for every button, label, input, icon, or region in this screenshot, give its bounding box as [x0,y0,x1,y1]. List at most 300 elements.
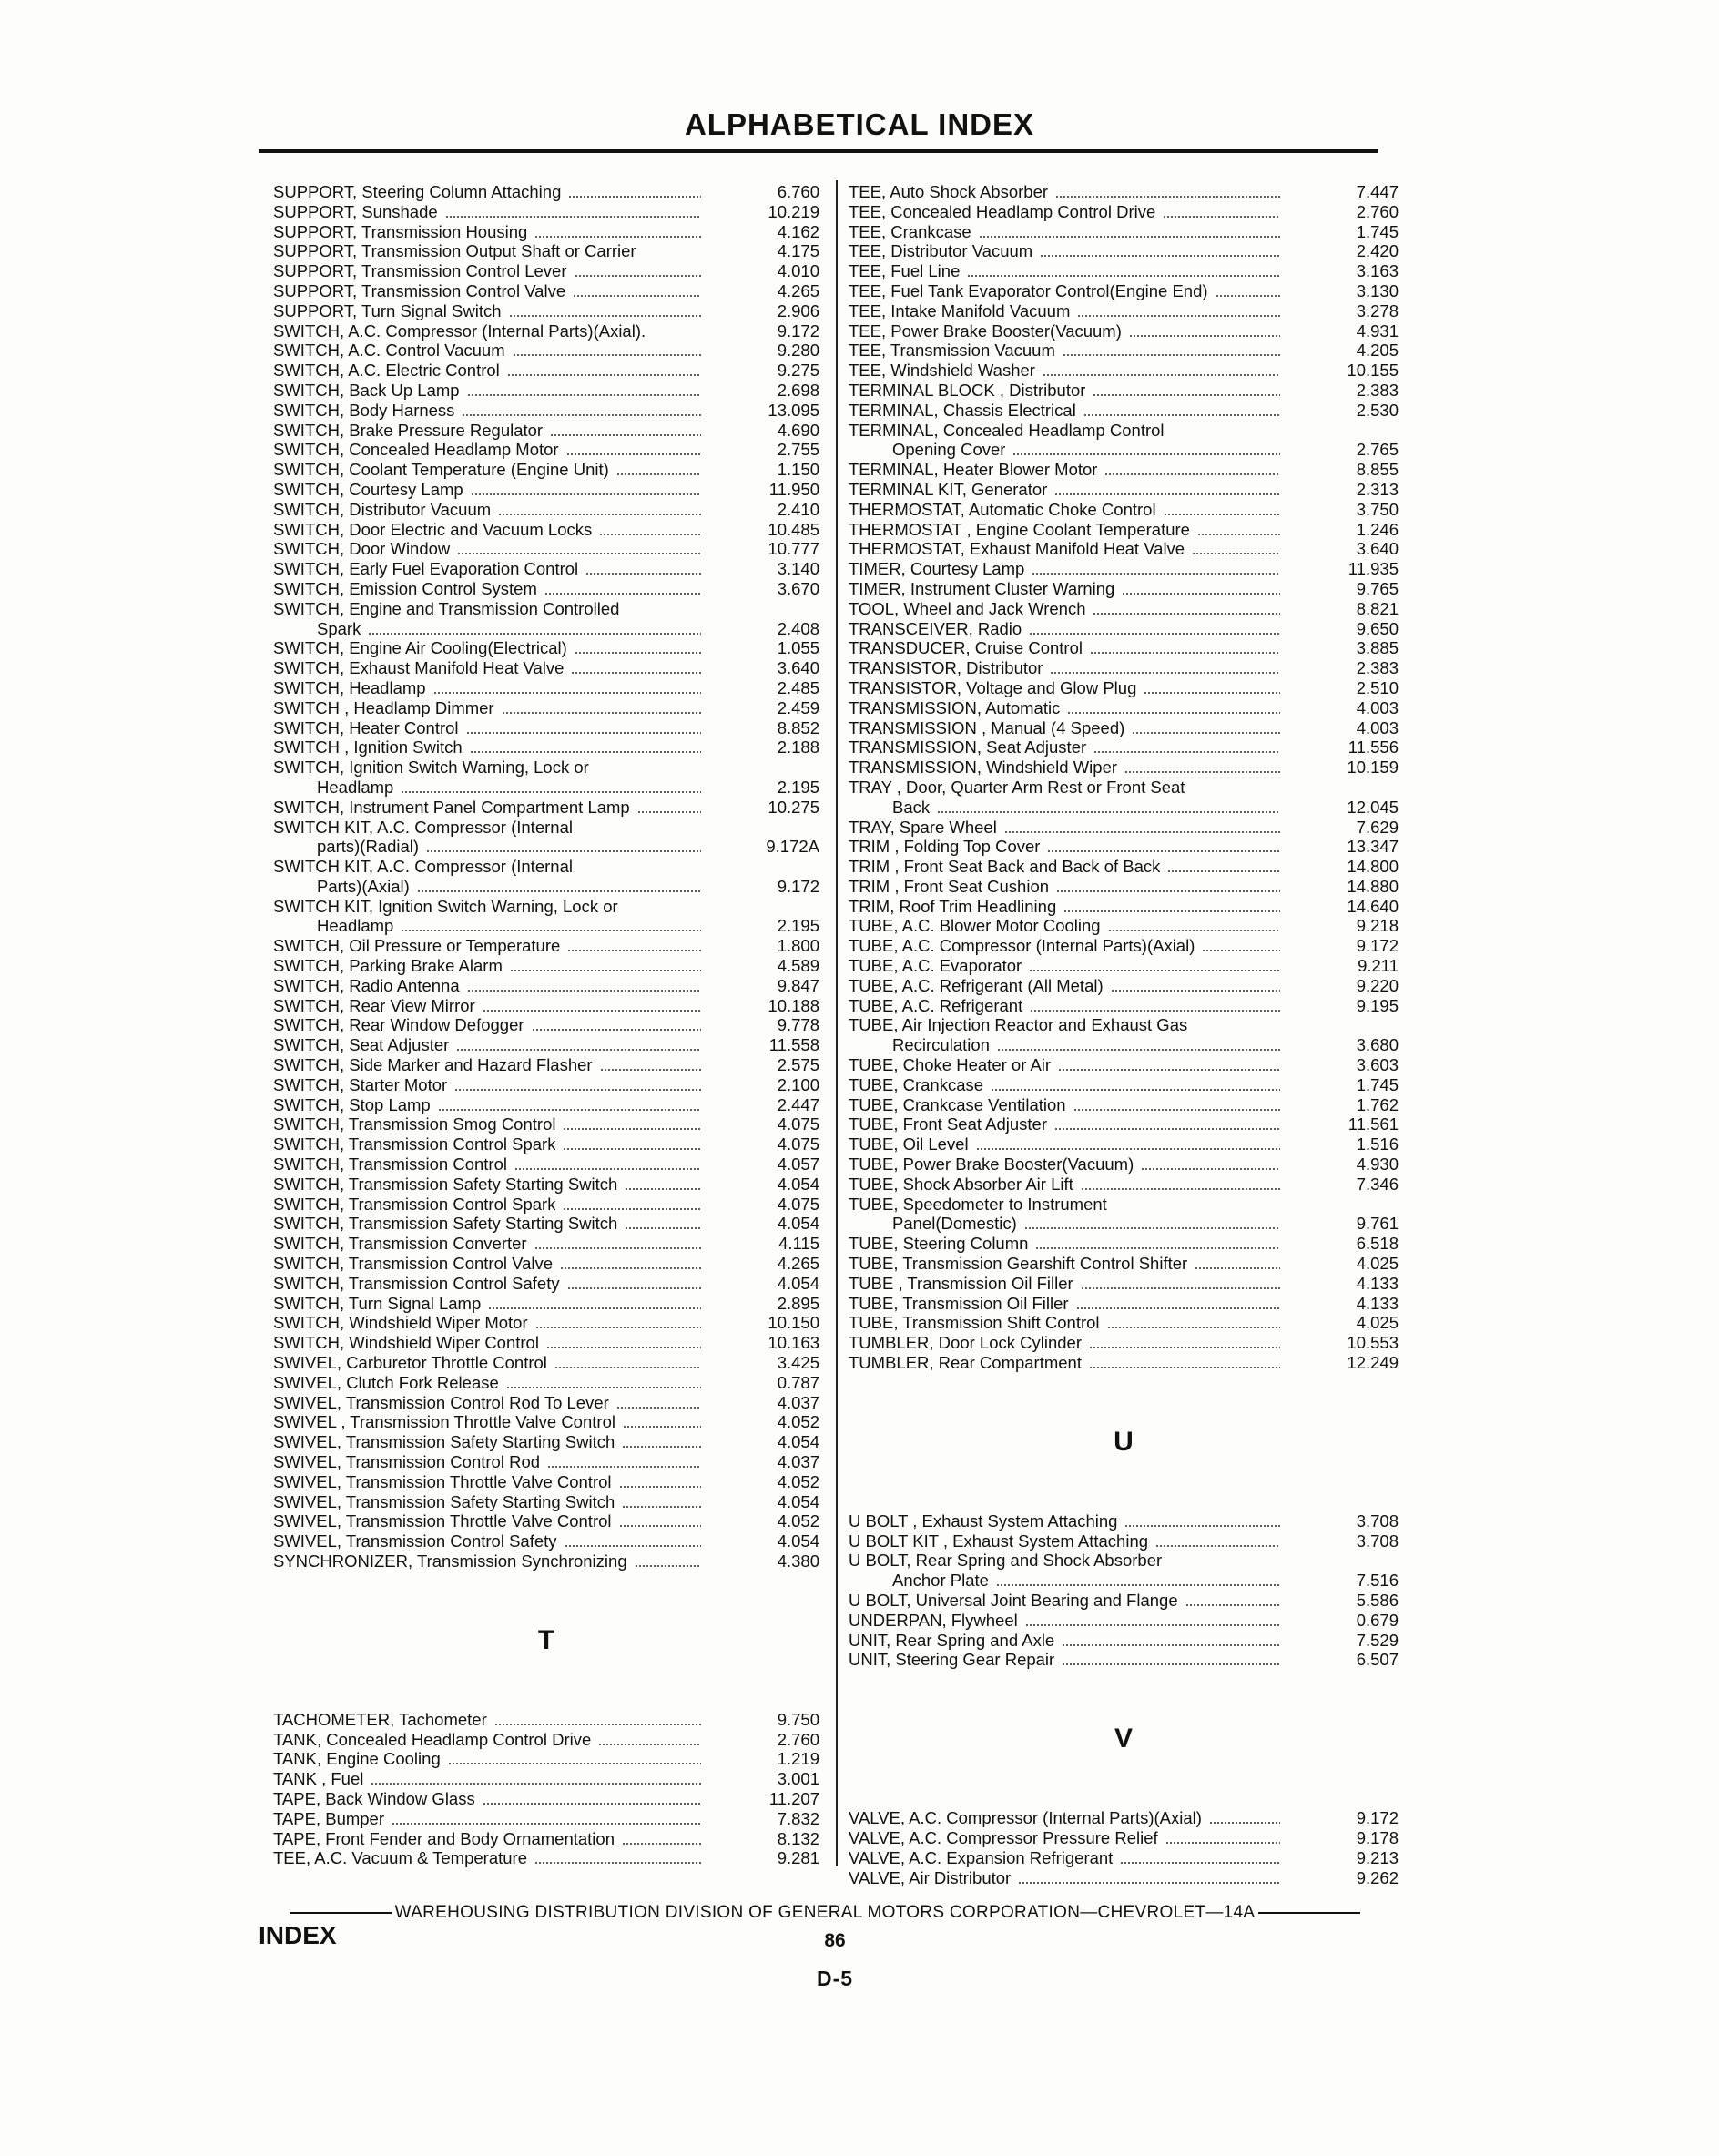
entry-reference-number: 9.765 [1356,578,1399,598]
dot-leader [1195,1267,1280,1269]
dot-leader [544,593,701,595]
entry-reference-number: 4.052 [777,1511,819,1531]
index-entry [273,1848,819,1868]
index-entry [273,1809,819,1829]
entry-label: TRANSCEIVER, Radio [849,618,1022,638]
entry-reference-number: 1.800 [777,936,819,956]
index-entry [849,1531,1399,1551]
dot-leader [466,732,701,734]
entry-reference-number: 4.054 [777,1491,819,1511]
index-entry [849,916,1399,936]
index-entry [849,1234,1399,1254]
entry-label: SWITCH, Transmission Smog Control [273,1114,556,1134]
dot-leader [550,434,701,436]
dot-leader [1081,1287,1280,1289]
entry-label: SWITCH, Windshield Wiper Control [273,1333,539,1353]
entry-reference-number: 2.100 [777,1074,819,1094]
entry-reference-number: 3.001 [777,1769,819,1789]
entry-reference-number: 1.745 [1356,1074,1399,1094]
dot-leader [563,1128,701,1130]
index-entry [273,737,819,758]
entry-label: TEE, Windshield Washer [849,361,1035,381]
dot-leader [566,453,701,455]
entry-label: TUBE , Transmission Oil Filler [849,1273,1073,1293]
index-entry [273,1015,819,1035]
entry-reference-number: 11.935 [1348,559,1399,579]
index-entry [849,737,1399,758]
index-entry [273,1412,819,1432]
dot-leader [1043,374,1280,376]
index-entry [273,559,819,579]
index-entry [273,1274,819,1294]
entry-reference-number: 4.054 [777,1174,819,1194]
index-entry [849,857,1399,877]
index-entry [273,1531,819,1551]
index-entry [273,698,819,718]
dot-leader [514,1168,701,1170]
entry-reference-number: 10.275 [768,797,819,817]
entry-label: SUPPORT, Sunshade [273,201,438,221]
entry-reference-number: 4.054 [777,1273,819,1293]
entry-label: TUBE, Transmission Gearshift Control Shifter [849,1254,1188,1274]
dot-leader [534,1247,701,1249]
dot-leader [392,1823,701,1825]
index-entry [849,837,1399,857]
section-letter-heading: V [1114,1724,1133,1754]
dot-leader [1144,692,1280,694]
index-entry [849,222,1399,242]
dot-leader [1209,1822,1280,1824]
dot-leader [991,1089,1280,1091]
entry-label: SWITCH, Door Electric and Vacuum Locks [273,519,593,539]
entry-reference-number: 2.195 [777,916,819,936]
dot-leader [600,1069,701,1071]
entry-reference-number: 9.172 [1356,936,1399,956]
entry-reference-number: 7.516 [1356,1571,1399,1591]
dot-leader [1132,732,1280,734]
entry-label: TIMER, Courtesy Lamp [849,559,1025,579]
dot-leader [1058,1069,1280,1071]
index-entry [849,1808,1399,1828]
entry-reference-number: 3.130 [1356,280,1399,300]
dot-leader [622,1506,701,1508]
entry-label: SWITCH KIT, A.C. Compressor (Internal [273,817,573,837]
entry-reference-number: 9.847 [777,975,819,995]
index-entry [849,1848,1399,1868]
entry-label: SWITCH KIT, A.C. Compressor (Internal [273,857,573,877]
entry-reference-number: 14.880 [1347,876,1399,896]
entry-reference-number: 3.750 [1356,499,1399,519]
dot-leader [547,1466,701,1468]
index-entry [273,381,819,401]
dot-leader [1025,1624,1280,1626]
entry-label: Opening Cover [892,440,1006,460]
index-entry [273,1551,819,1571]
entry-label: U BOLT, Universal Joint Bearing and Flange [849,1591,1178,1610]
dot-leader [417,890,701,892]
index-entry [273,1710,819,1730]
dot-leader [470,751,701,753]
entry-reference-number: 4.930 [1356,1154,1399,1175]
entry-label: SWITCH , Headlamp Dimmer [273,697,494,717]
dot-leader [1062,1644,1280,1646]
index-entry [273,241,819,261]
dot-leader [1024,1227,1280,1229]
entry-label: SWITCH, Stop Lamp [273,1094,431,1114]
index-entry [849,421,1399,441]
entry-reference-number: 10.553 [1347,1333,1399,1353]
dot-leader [1056,890,1280,892]
entry-reference-number: 7.346 [1356,1174,1399,1194]
entry-label: TUBE, Crankcase Ventilation [849,1094,1066,1114]
entry-reference-number: 4.025 [1356,1313,1399,1333]
index-entry [849,480,1399,500]
index-entry [273,421,819,441]
dot-leader [448,1763,701,1764]
index-entry [273,579,819,599]
entry-reference-number: 4.265 [777,1254,819,1274]
entry-label: SWITCH, Seat Adjuster [273,1035,450,1055]
entry-label: Anchor Plate [892,1571,989,1591]
entry-label: SWITCH, Transmission Control Valve [273,1254,554,1274]
index-entry [849,1175,1399,1195]
entry-reference-number: 4.133 [1356,1273,1399,1293]
index-entry [849,539,1399,559]
entry-reference-number: 9.220 [1356,975,1399,995]
entry-label: TRAY, Spare Wheel [849,817,997,837]
entry-reference-number: 8.821 [1356,598,1399,618]
index-entry [273,401,819,421]
entry-label: TRIM , Front Seat Cushion [849,876,1050,896]
entry-label: SWITCH, Transmission Control [273,1154,507,1175]
entry-label: Back [892,797,931,817]
entry-label: SUPPORT, Transmission Control Valve [273,280,566,300]
dot-leader [1090,652,1280,654]
index-entry [849,281,1399,301]
dot-leader [1029,970,1280,971]
entry-reference-number: 4.075 [777,1194,819,1214]
entry-reference-number: 3.708 [1356,1510,1399,1531]
dot-leader [625,1227,701,1229]
entry-label: SWITCH, Door Window [273,539,451,559]
dot-leader [401,791,701,793]
entry-label: TUBE, Transmission Shift Control [849,1313,1100,1333]
entry-label: TUBE, A.C. Compressor (Internal Parts)(Axial) [849,936,1195,956]
index-entry [849,182,1399,202]
entry-label: SWIVEL, Transmission Throttle Valve Control [273,1471,612,1491]
index-entry [273,1789,819,1809]
dot-leader [625,1188,701,1190]
index-entry [849,321,1399,341]
dot-leader [454,1089,701,1091]
entry-reference-number: 1.762 [1356,1094,1399,1114]
dot-leader [483,1010,701,1012]
entry-label: SWITCH, Rear View Mirror [273,995,475,1015]
index-entry [273,818,819,838]
entry-label: VALVE, A.C. Compressor (Internal Parts)(Axial) [849,1808,1202,1828]
dot-leader [510,970,701,971]
dot-leader [563,1148,701,1150]
entry-label: TUBE, Shock Absorber Air Lift [849,1174,1073,1194]
entry-label: TANK, Concealed Headlamp Control Drive [273,1729,592,1749]
entry-label: TEE, Auto Shock Absorber [849,182,1049,201]
entry-reference-number: 9.218 [1356,916,1399,936]
dot-leader [467,394,701,396]
entry-label: TEE, Transmission Vacuum [849,341,1055,361]
index-entry [273,1393,819,1413]
entry-label: TERMINAL, Chassis Electrical [849,400,1076,420]
index-entry [273,1432,819,1452]
entry-label: SWITCH, Engine and Transmission Controlled [273,598,620,618]
entry-label: TUBE, A.C. Refrigerant (All Metal) [849,975,1104,995]
index-entry [273,440,819,460]
dot-leader [554,1367,701,1368]
entry-label: SUPPORT, Turn Signal Switch [273,300,502,320]
dot-leader [483,1803,701,1805]
index-entry [849,818,1399,838]
index-entry [849,798,1399,818]
dot-leader [567,950,701,951]
index-entry [273,1511,819,1531]
entry-label: SWITCH, Windshield Wiper Motor [273,1313,528,1333]
index-entry [849,1154,1399,1175]
entry-label: SUPPORT, Transmission Output Shaft or Carrier [273,241,636,261]
dot-leader [619,1486,701,1488]
entry-reference-number: 11.561 [1348,1114,1399,1134]
index-entry [273,460,819,480]
index-entry [849,1591,1399,1611]
entry-label: SWITCH, Starter Motor [273,1074,448,1094]
index-entry [273,202,819,222]
entry-label: SUPPORT, Transmission Control Lever [273,261,567,281]
dot-leader [1111,990,1280,992]
index-entry [273,837,819,857]
dot-leader [1107,1327,1280,1328]
entry-label: SWITCH, Early Fuel Evaporation Control [273,559,579,579]
entry-reference-number: 9.211 [1358,956,1399,976]
index-entry [849,1333,1399,1353]
index-entry [273,678,819,698]
index-entry [273,1313,819,1333]
dot-leader [575,275,701,277]
dot-leader [623,1426,701,1428]
entry-reference-number: 4.380 [777,1551,819,1571]
dot-leader [1165,1842,1280,1844]
index-entry [849,1511,1399,1531]
entry-label: TRANSMISSION, Automatic [849,697,1061,717]
dot-leader [1029,633,1280,635]
index-entry [273,1452,819,1472]
dot-leader [509,315,701,317]
entry-reference-number: 6.760 [777,182,819,201]
entry-reference-number: 3.640 [1356,539,1399,559]
entry-label: TIMER, Instrument Cluster Warning [849,578,1115,598]
index-entry [273,857,819,877]
entry-reference-number: 2.895 [777,1293,819,1313]
entry-label: TRANSDUCER, Cruise Control [849,638,1083,658]
index-entry [273,321,819,341]
entry-label: SWIVEL, Transmission Safety Starting Switch [273,1491,615,1511]
dot-leader [1093,751,1280,753]
entry-reference-number: 4.133 [1356,1293,1399,1313]
index-entry [273,539,819,559]
entry-label: TRANSMISSION, Seat Adjuster [849,737,1087,758]
entry-label: U BOLT KIT , Exhaust System Attaching [849,1531,1149,1551]
index-entry [849,500,1399,520]
entry-reference-number: 7.447 [1356,182,1399,201]
entry-reference-number: 10.219 [768,201,819,221]
entry-label: SWIVEL, Transmission Control Safety [273,1531,557,1551]
entry-reference-number: 8.852 [777,717,819,737]
entry-reference-number: 10.188 [768,995,819,1015]
index-entry [849,1114,1399,1134]
dot-leader [635,1565,701,1567]
dot-leader [1093,394,1280,396]
entry-reference-number: 4.589 [777,956,819,976]
entry-reference-number: 4.003 [1356,717,1399,737]
entry-reference-number: 2.383 [1356,658,1399,678]
entry-reference-number: 10.777 [768,539,819,559]
entry-label: SWITCH, Headlamp [273,677,426,697]
entry-label: SWITCH, Engine Air Cooling(Electrical) [273,638,567,658]
entry-reference-number: 2.755 [777,440,819,460]
dot-leader [1122,593,1280,595]
dot-leader [1054,493,1280,495]
index-entry [849,698,1399,718]
dot-leader [426,850,701,852]
entry-label: TRAY , Door, Quarter Arm Rest or Front Seat [849,777,1185,797]
index-entry [273,638,819,658]
dot-leader [1192,553,1280,554]
dot-leader [433,692,701,694]
index-entry [273,1353,819,1373]
dot-leader [534,1862,701,1864]
dot-leader [1035,1247,1280,1249]
entry-label: VALVE, A.C. Expansion Refrigerant [849,1847,1114,1867]
index-entry [849,1313,1399,1333]
entry-reference-number: 1.150 [777,460,819,480]
dot-leader [1216,295,1280,297]
entry-reference-number: 4.057 [777,1154,819,1175]
entry-reference-number: 4.003 [1356,697,1399,717]
entry-label: UNDERPAN, Flywheel [849,1610,1018,1630]
entry-reference-number: 3.670 [777,578,819,598]
index-entry [273,500,819,520]
dot-leader [1032,573,1280,575]
index-entry [849,460,1399,480]
entry-label: SWITCH, Exhaust Manifold Heat Valve [273,658,565,678]
entry-label: TUBE, Crankcase [849,1074,984,1094]
entry-reference-number: 10.485 [768,519,819,539]
dot-leader [488,1307,701,1309]
entry-label: SWITCH, Transmission Safety Starting Switch [273,1174,618,1194]
entry-label: Spark [317,618,361,638]
entry-reference-number: 0.787 [777,1372,819,1392]
index-entry [273,520,819,540]
index-entry [849,1254,1399,1274]
footer-rule-right [1258,1912,1360,1914]
dot-leader [457,553,701,554]
entry-label: SWITCH, Parking Brake Alarm [273,956,503,976]
entry-reference-number: 2.410 [777,499,819,519]
index-entry [273,916,819,936]
entry-label: TAPE, Bumper [273,1808,385,1828]
index-entry [849,936,1399,956]
entry-label: SWITCH, A.C. Electric Control [273,361,500,381]
entry-label: SWITCH, Courtesy Lamp [273,479,463,499]
dot-leader [1067,712,1280,714]
index-entry [849,619,1399,639]
dot-leader [967,275,1280,277]
entry-reference-number: 1.055 [777,638,819,658]
entry-label: SUPPORT, Transmission Housing [273,221,528,241]
dot-leader [1081,1188,1280,1190]
index-entry [849,877,1399,897]
dot-leader [1104,473,1280,475]
dot-leader [619,1525,701,1527]
entry-label: Headlamp [317,777,394,797]
entry-reference-number: 8.132 [777,1828,819,1848]
entry-label: SWIVEL, Transmission Control Rod [273,1452,541,1471]
entry-label: SWITCH, Heater Control [273,717,459,737]
index-entry [273,480,819,500]
index-entry [273,1075,819,1095]
entry-reference-number: 2.447 [777,1094,819,1114]
entry-reference-number: 9.172A [766,837,819,857]
entry-label: TAPE, Back Window Glass [273,1788,475,1808]
entry-reference-number: 7.629 [1356,817,1399,837]
dot-leader [371,1783,701,1785]
dot-leader [1167,870,1280,872]
entry-reference-number: 9.172 [777,876,819,896]
dot-leader [462,414,701,416]
entry-label: Headlamp [317,916,394,936]
entry-label: SWITCH, A.C. Control Vacuum [273,341,505,361]
entry-label: SWITCH, Transmission Control Safety [273,1273,560,1293]
entry-label: TUBE, Speedometer to Instrument [849,1194,1107,1214]
dot-leader [1077,315,1280,317]
entry-label: TUMBLER, Rear Compartment [849,1353,1082,1373]
dot-leader [1063,910,1280,912]
entry-label: SWITCH, Oil Pressure or Temperature [273,936,561,956]
entry-label: SWITCH , Ignition Switch [273,737,463,758]
dot-leader [494,1724,701,1725]
entry-label: VALVE, Air Distributor [849,1867,1012,1887]
title-rule [259,149,1378,153]
entry-reference-number: 2.459 [777,697,819,717]
index-entry [849,897,1399,917]
index-entry [849,1571,1399,1591]
index-entry [849,1055,1399,1075]
entry-label: SWITCH, Transmission Control Spark [273,1134,556,1154]
index-entry [273,1035,819,1055]
dot-leader [546,1347,701,1348]
dot-leader [1120,1862,1280,1864]
dot-leader [560,1267,701,1269]
index-entry [273,1492,819,1512]
dot-leader [506,1387,701,1388]
index-entry [849,1868,1399,1888]
entry-label: SWITCH, Transmission Control Spark [273,1194,556,1214]
page-number: 86 [824,1930,846,1951]
dot-leader [445,216,701,218]
entry-reference-number: 2.383 [1356,380,1399,400]
entry-reference-number: 2.313 [1356,479,1399,499]
entry-reference-number: 4.054 [777,1531,819,1551]
dot-leader [1083,414,1280,416]
index-entry [273,1095,819,1115]
entry-reference-number: 1.219 [777,1749,819,1769]
